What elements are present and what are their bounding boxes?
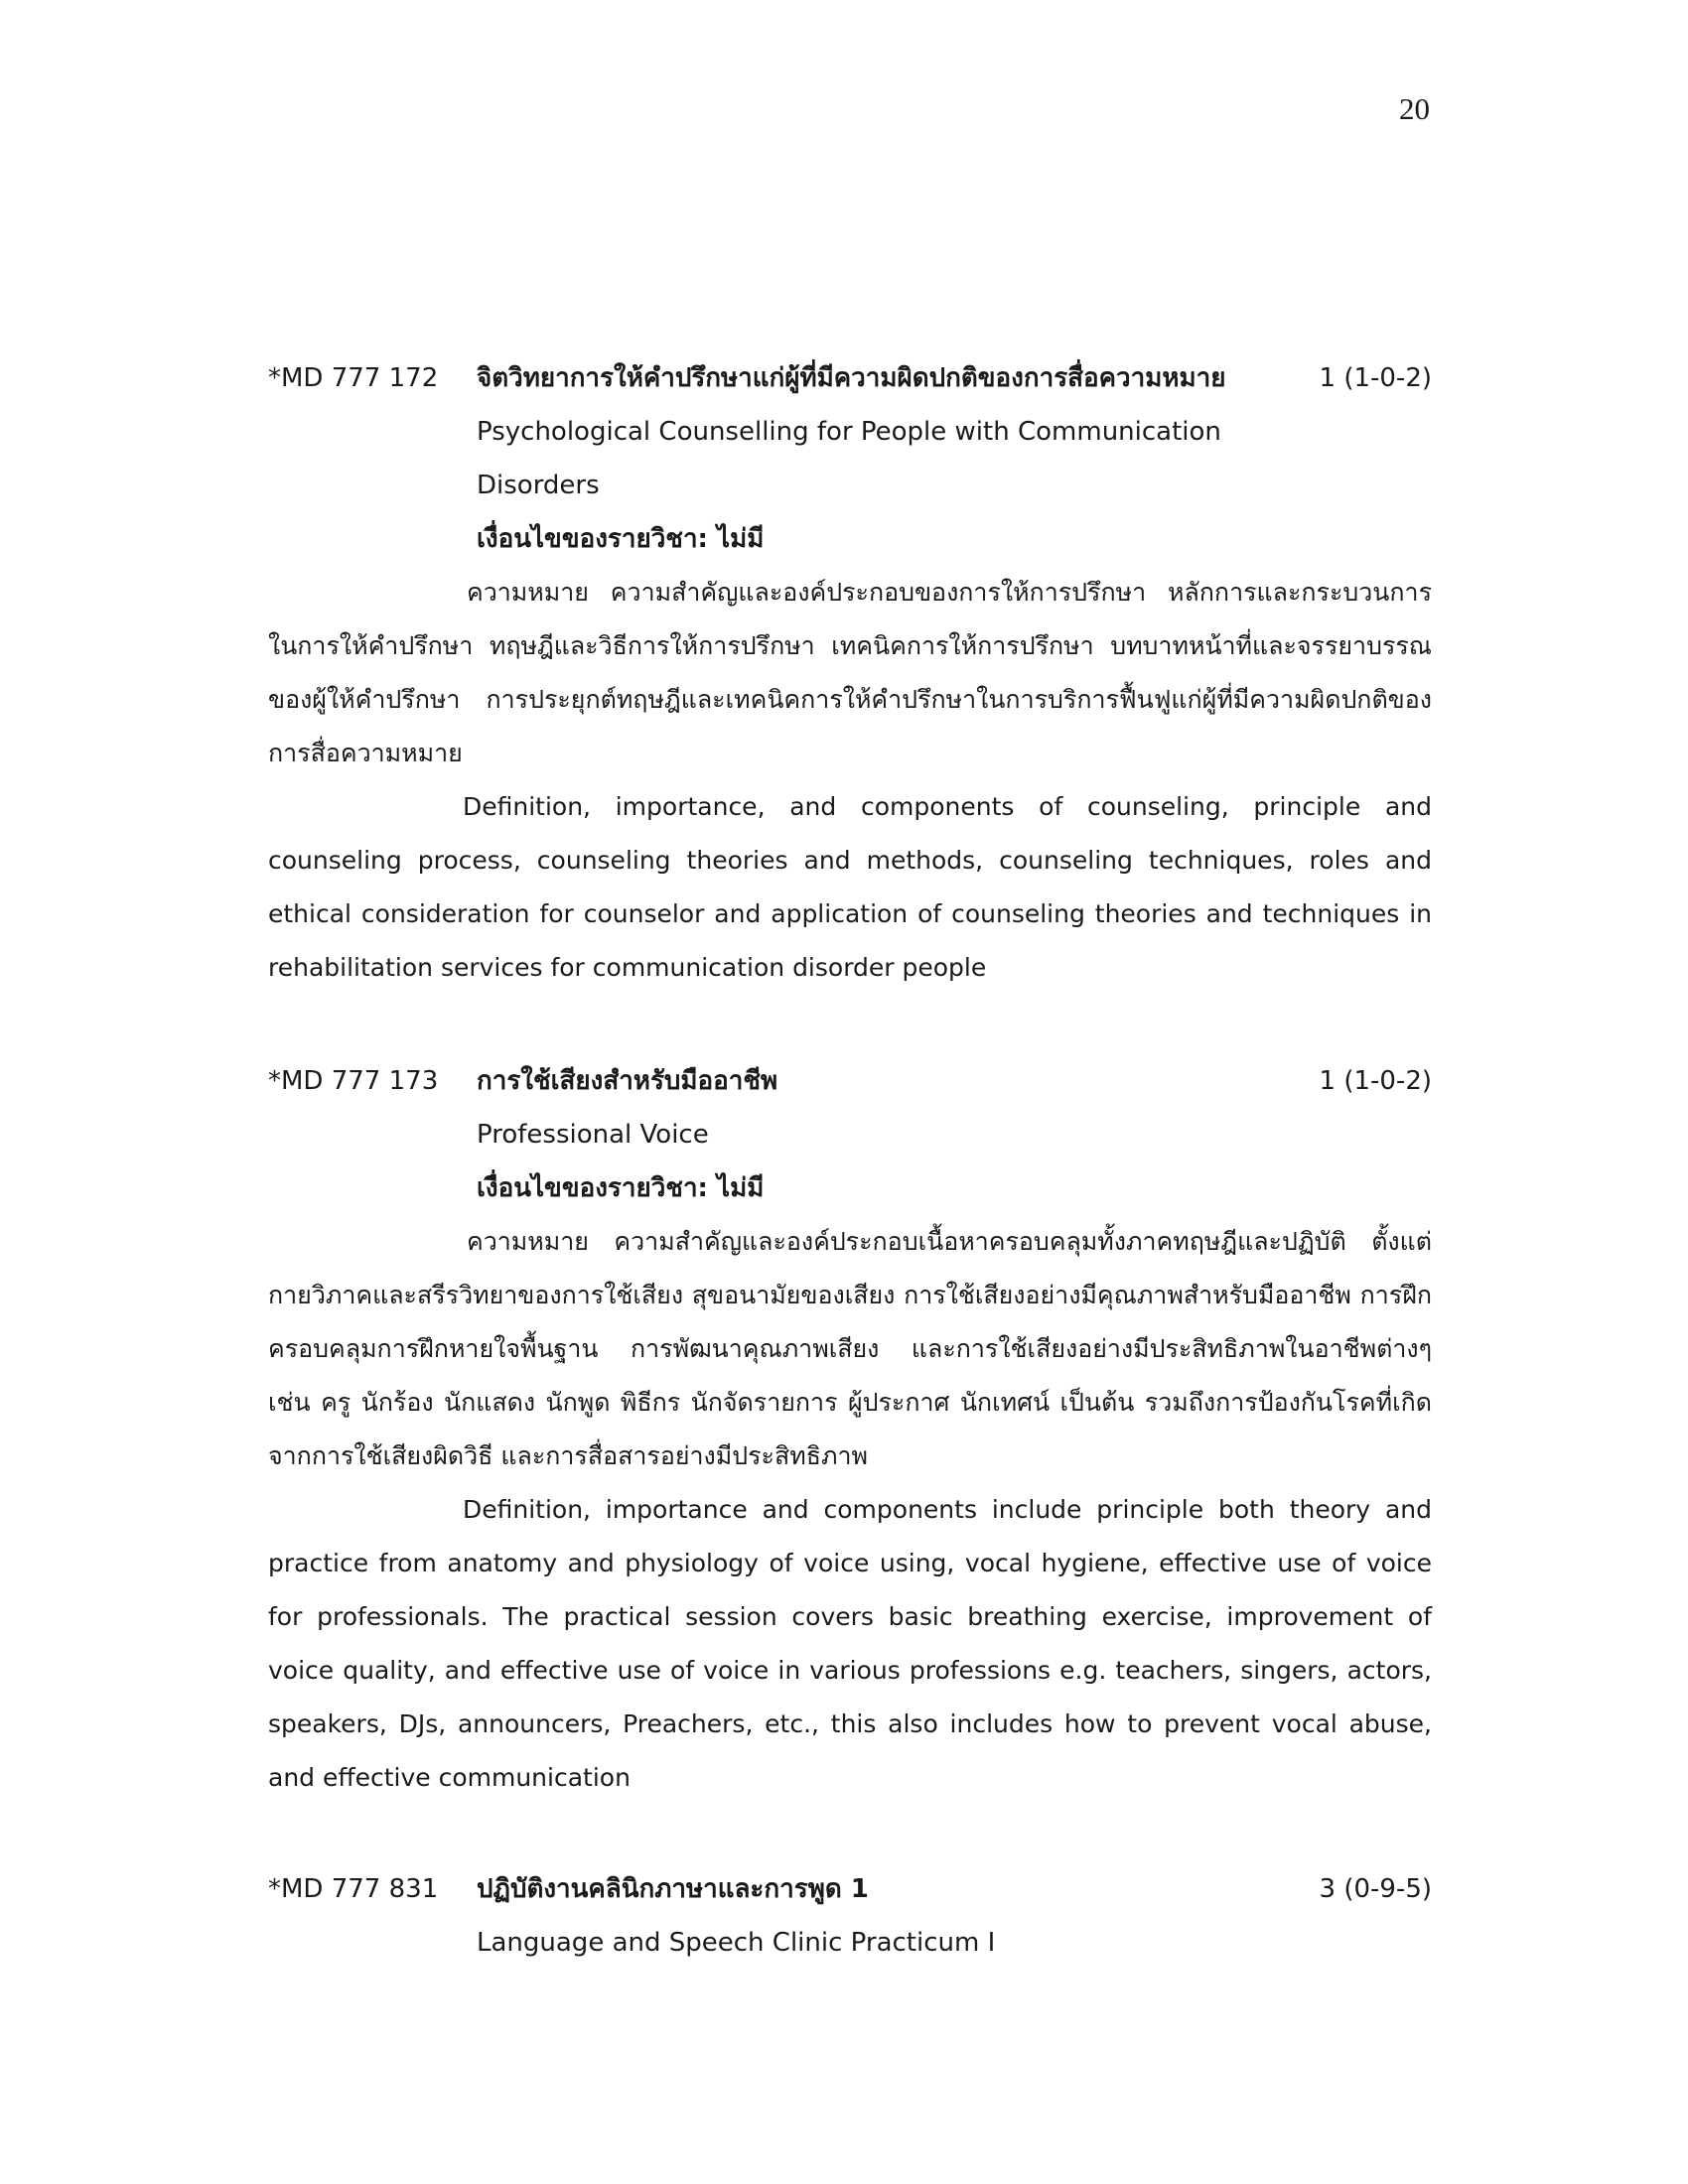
- course-code: *MD 777 173: [268, 1066, 439, 1096]
- course-title-english: Psychological Counselling for People with Communication Disorders: [477, 417, 1221, 500]
- course-header: [268, 1862, 1432, 1916]
- course-credits: 3 (0-9-5): [1319, 1874, 1432, 1904]
- course-title-thai: ปฏิบัติงานคลินิกภาษาและการพูด 1: [477, 1874, 869, 1904]
- course-description-english: Definition, importance and components include principle both theory and practice from anatomy and physiology of voice using, vocal hygiene, effective use of voice for professionals. The practical session covers basic breathing exercise, improvement of voice quality, and effective use of voice in various professions e.g. teachers, singers, actors, speakers, DJs, announcers, Preachers, etc., this also includes how to prevent vocal abuse, and effective communication: [268, 1495, 1432, 1792]
- course-description-thai: ความหมาย ความสำคัญและองค์ประกอบของการให้การปรึกษา หลักการและกระบวนการในการให้คำปรึกษา ทฤษฎีและวิธีการให้การปรึกษา เทคนิคการให้การปรึกษา บทบาทหน้าที่และจรรยาบรรณของผู้ให้คำปรึกษา การประยุกต์ทฤษฎีและเทคนิคการให้คำปรึกษาในการบริการฟื้นฟูแก่ผู้ที่มีความผิดปกติของการสื่อความหมาย: [268, 578, 1432, 767]
- course-description-english: Definition, importance, and components of counseling, principle and counseling process, counseling theories and methods, counseling techniques, roles and ethical consideration for counselor and application of counseling theories and techniques in rehabilitation services for communication disorder people: [268, 792, 1432, 982]
- course-credits: 1 (1-0-2): [1319, 363, 1432, 393]
- course-prerequisite: เงื่อนไขของรายวิชา: ไม่มี: [477, 524, 765, 554]
- course-credits: 1 (1-0-2): [1319, 1066, 1432, 1096]
- course-description-thai: ความหมาย ความสำคัญและองค์ประกอบเนื้อหาครอบคลุมทั้งภาคทฤษฎีและปฏิบัติ ตั้งแต่กายวิภาคและสรีรวิทยาของการใช้เสียง สุขอนามัยของเสียง การใช้เสียงอย่างมีคุณภาพสำหรับมืออาชีพ การฝึกครอบคลุมการฝึกหายใจพื้นฐาน การพัฒนาคุณภาพเสียง และการใช้เสียงอย่างมีประสิทธิภาพในอาชีพต่างๆ เช่น ครู นักร้อง นักแสดง นักพูด พิธีกร นักจัดรายการ ผู้ประกาศ นักเทศน์ เป็นต้น รวมถึงการป้องกันโรคที่เกิดจากการใช้เสียงผิดวิธี และการสื่อสารอย่างมีประสิทธิภาพ: [268, 1227, 1432, 1470]
- course-header: [268, 351, 1432, 405]
- course-entry: [268, 351, 1432, 995]
- course-title-english: Professional Voice: [477, 1120, 709, 1150]
- course-title-thai: จิตวิทยาการให้คำปรึกษาแก่ผู้ที่มีความผิดปกติของการสื่อความหมาย: [477, 363, 1226, 393]
- course-title-thai: การใช้เสียงสำหรับมืออาชีพ: [477, 1066, 778, 1096]
- course-title-english: Language and Speech Clinic Practicum I: [477, 1928, 996, 1958]
- course-entry: [268, 1054, 1432, 1805]
- course-entry: [268, 1862, 1432, 1970]
- course-code: *MD 777 831: [268, 1874, 439, 1904]
- page-number: 20: [1399, 91, 1430, 126]
- course-prerequisite: เงื่อนไขของรายวิชา: ไม่มี: [477, 1173, 765, 1203]
- course-header: [268, 1054, 1432, 1108]
- course-code: *MD 777 172: [268, 363, 439, 393]
